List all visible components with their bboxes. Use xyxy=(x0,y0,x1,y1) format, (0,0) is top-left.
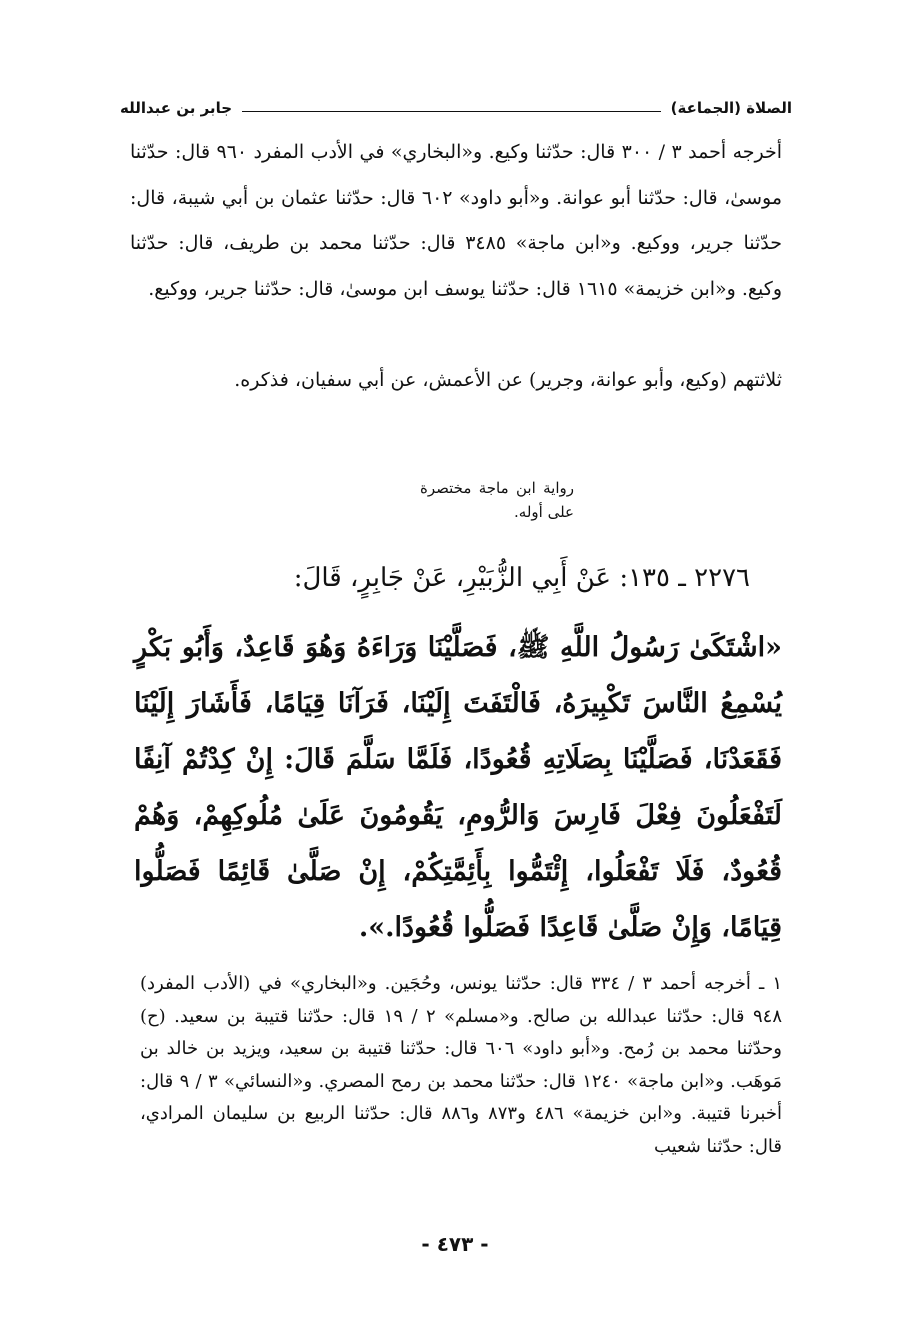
page-number: - ٤٧٣ - xyxy=(421,1232,489,1256)
top-note-paragraph-1: أخرجه أحمد ٣ / ٣٠٠ قال: حدّثنا وكيع. و«البخاري» في الأدب المفرد ٩٦٠ قال: حدّثنا موسىٰ، قال: حدّثنا أبو عوانة. و«أبو داود» ٦٠٢ قال: حدّثنا عثمان بن أبي شيبة، قال: حدّثنا جرير، ووكيع. و«ابن ماجة» ٣٤٨٥ قال: حدّثنا محمد بن طريف، قال: حدّثنا وكيع. و«ابن خزيمة» ١٦١٥ قال: حدّثنا يوسف ابن موسىٰ، قال: حدّثنا جرير، ووكيع. xyxy=(130,141,783,300)
fragment-note-text: رواية ابن ماجة مختصرة على أوله. xyxy=(420,479,574,521)
hadith-heading: ٢٢٧٦ ـ ١٣٥: عَنْ أَبِي الزُّبَيْرِ، عَنْ جَابِرٍ، قَالَ: xyxy=(293,563,750,593)
header-rule xyxy=(242,111,661,112)
top-note-continuation xyxy=(130,358,782,404)
hadith-text: «اشْتَكَىٰ رَسُولُ اللَّهِ ﷺ، فَصَلَّيْنَا وَرَاءَهُ وَهُوَ قَاعِدٌ، وَأَبُو بَكْرٍ يُسْمِعُ النَّاسَ تَكْبِيرَهُ، فَالْتَفَتَ إِلَيْنَا، فَرَآنَا قِيَامًا، فَأَشَارَ إِلَيْنَا فَقَعَدْنَا، فَصَلَّيْنَا بِصَلَاتِهِ قُعُودًا، فَلَمَّا سَلَّمَ قَالَ: إِنْ كِدْتُمْ آنِفًا لَتَفْعَلُونَ فِعْلَ فَارِسَ وَالرُّومِ، يَقُومُونَ عَلَىٰ مُلُوكِهِمْ، وَهُمْ قُعُودٌ، فَلَا تَفْعَلُوا، إِئْتَمُّوا بِأَئِمَّتِكُمْ، إِنْ صَلَّىٰ قَائِمًا فَصَلُّوا قِيَامًا، وَإِنْ صَلَّىٰ قَاعِدًا فَصَلُّوا قُعُودًا.». xyxy=(134,632,782,943)
narrator-name: جابر بن عبدالله xyxy=(120,99,233,117)
section-title: الصلاة (الجماعة) xyxy=(670,99,792,117)
running-header xyxy=(120,96,792,120)
footnote xyxy=(140,968,782,1163)
footnote-text: ١ ـ أخرجه أحمد ٣ / ٣٣٤ قال: حدّثنا يونس، وحُجَين. و«البخاري» في (الأدب المفرد) ٩٤٨ قال: حدّثنا عبدالله بن صالح. و«مسلم» ٢ / ١٩ قال: حدّثنا قتيبة بن سعيد. (ح) وحدّثنا محمد بن رُمح. و«أبو داود» ٦٠٦ قال: حدّثنا قتيبة بن سعيد، ويزيد بن خالد بن مَوهَب. و«ابن ماجة» ١٢٤٠ قال: حدّثنا محمد بن رمح المصري. و«النسائي» ٣ / ٩ قال: أخبرنا قتيبة. و«ابن خزيمة» ٤٨٦ و٨٧٣ و٨٨٦ قال: حدّثنا الربيع بن سليمان المرادي، قال: حدّثنا شعيب xyxy=(140,973,783,1157)
fragment-note xyxy=(420,476,574,524)
hadith-body xyxy=(134,620,782,956)
top-note-paragraph-2: ثلاثتهم (وكيع، وأبو عوانة، وجرير) عن الأعمش، عن أبي سفيان، فذكره. xyxy=(234,369,782,391)
hadith-heading-block xyxy=(240,558,750,598)
top-note xyxy=(130,130,782,312)
